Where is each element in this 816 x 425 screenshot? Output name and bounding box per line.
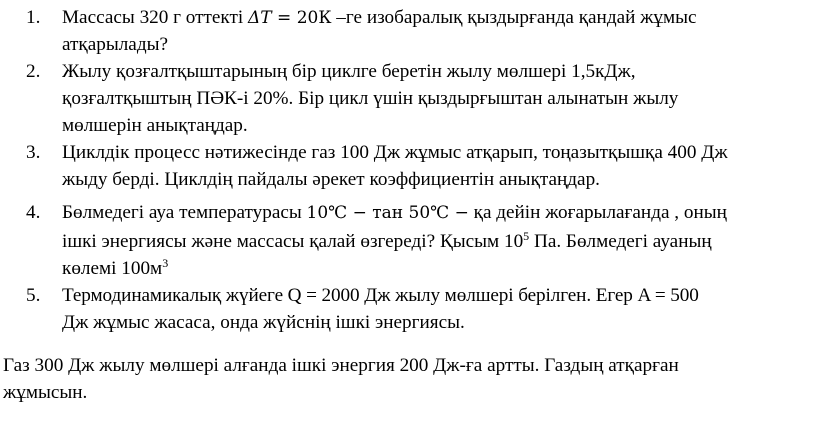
list-number: 3. xyxy=(26,142,41,163)
list-item-line: Термодинамикалық жүйеге Q = 2000 Дж жылу мөлшері берілген. Егер A = 500 xyxy=(62,285,699,306)
list-item-line: Дж жұмыс жасаса, онда жүйснің ішкі энергиясы. xyxy=(62,312,465,333)
math-delta-t: ΔT xyxy=(248,8,272,28)
list-item-line: Жылу қозғалтқыштарының бір циклге беретін жылу мөлшері 1,5кДж, xyxy=(62,61,636,82)
list-item-line xyxy=(62,5,697,31)
text-segment: Массасы 320 г оттекті xyxy=(62,7,249,28)
text-segment: –ге изобаралық қыздырғанда қандай жұмыс xyxy=(331,7,697,28)
list-number: 1. xyxy=(26,7,41,28)
list-item-line xyxy=(62,200,727,226)
list-item-line: қозғалтқыштың ПӘК-і 20%. Бір цикл үшін қыздырғыштан алынатын жылу xyxy=(62,88,679,109)
text-segment: көлемі 100м xyxy=(62,258,163,279)
superscript: 5 xyxy=(523,229,530,243)
list-item-line: жыду берді. Циклдің пайдалы әрекет коэффициентін анықтаңдар. xyxy=(62,169,600,190)
math-equals-20k: = 20К xyxy=(271,8,332,28)
paragraph-line: жұмысын. xyxy=(3,382,88,403)
list-item-line: атқарылады? xyxy=(62,34,168,55)
list-number: 5. xyxy=(26,285,41,306)
list-number: 4. xyxy=(26,202,41,223)
list-item-line xyxy=(62,256,168,282)
text-segment: ішкі энергиясы және массасы қалай өзгереді? Қысым 10 xyxy=(62,231,524,252)
list-item-line: мөлшерін анықтаңдар. xyxy=(62,115,248,136)
text-segment: Бөлмедегі ауа температурасы xyxy=(62,202,307,223)
superscript: 3 xyxy=(162,256,169,270)
text-segment: қа дейін жоғарылағанда , оның xyxy=(468,202,727,223)
list-number: 2. xyxy=(26,61,41,82)
text-segment: Па. Бөлмедегі ауаның xyxy=(529,231,712,252)
list-item-line: Циклдік процесс нәтижесінде газ 100 Дж жұмыс атқарып, тоңазытқышқа 400 Дж xyxy=(62,142,728,163)
list-item-line xyxy=(62,229,712,255)
math-temperature-range: 10℃ − тан 50℃ − xyxy=(306,203,469,223)
paragraph-line: Газ 300 Дж жылу мөлшері алғанда ішкі энергия 200 Дж-ға артты. Газдың атқарған xyxy=(3,355,679,376)
